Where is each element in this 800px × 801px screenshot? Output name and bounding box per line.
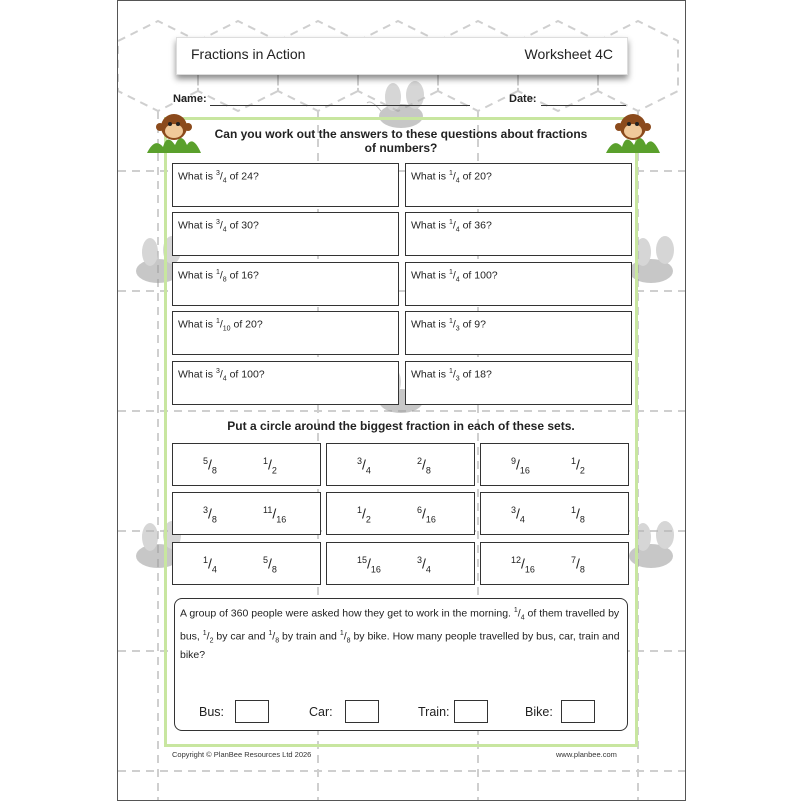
name-label: Name: — [173, 93, 207, 105]
fraction-denominator: 2 — [271, 465, 277, 476]
question-prefix: What is — [411, 318, 449, 331]
question-text: What is $^3/_4$ of 100? — [178, 368, 265, 383]
fraction-option[interactable]: $^{15}/_{16}$ — [357, 555, 381, 575]
question-suffix: of 100? — [459, 269, 498, 282]
bike-answer-box[interactable] — [561, 700, 595, 723]
fraction-denominator: 4 — [222, 177, 227, 185]
website-link[interactable]: www.planbee.com — [556, 750, 617, 759]
fraction-denominator: 8 — [346, 637, 351, 645]
fraction-option[interactable]: $^5/_8$ — [263, 555, 277, 575]
question-prefix: What is — [178, 219, 216, 232]
fraction-denominator: 2 — [209, 637, 214, 645]
question-prefix: What is — [178, 269, 216, 282]
question-prefix: What is — [178, 368, 216, 381]
fraction-numerator: 3 — [417, 555, 423, 565]
fraction-numerator: 1 — [448, 219, 453, 226]
fraction-set-box — [172, 542, 321, 585]
fraction-numerator: 1 — [448, 170, 453, 177]
fraction-numerator: 3 — [215, 368, 220, 375]
fraction-denominator: 4 — [455, 177, 460, 185]
worksheet-title: Fractions in Action — [191, 46, 306, 62]
fraction-denominator: 8 — [579, 514, 585, 525]
fraction-denominator: 8 — [425, 465, 431, 476]
fraction-denominator: 8 — [275, 637, 280, 645]
question-text: What is $^1/_4$ of 36? — [411, 219, 492, 234]
fraction-option[interactable]: $^1/_4$ — [203, 555, 217, 575]
section1-heading-line1: Can you work out the answers to these questions about fractions — [214, 127, 588, 141]
question-suffix: of 20? — [459, 170, 492, 183]
section2-heading: Put a circle around the biggest fraction in each of these sets. — [227, 419, 575, 433]
fraction-numerator: 1 — [263, 456, 269, 466]
fraction-numerator: 3 — [215, 170, 220, 177]
fraction-numerator: 1 — [571, 505, 577, 515]
fraction-numerator: 1 — [448, 269, 453, 276]
question-text: What is $^1/_{10}$ of 20? — [178, 318, 263, 333]
fraction-set-box — [480, 492, 629, 535]
worksheet-code: Worksheet 4C — [524, 46, 613, 62]
fraction-denominator: 4 — [211, 564, 217, 575]
fraction-option[interactable]: $^1/_2$ — [263, 456, 277, 476]
name-line[interactable] — [210, 105, 470, 106]
fraction-set-box — [172, 492, 321, 535]
fraction-numerator: 1 — [203, 555, 209, 565]
question-box[interactable] — [172, 212, 399, 256]
fraction-option[interactable]: $^3/_8$ — [203, 505, 217, 525]
question-suffix: of 30? — [226, 219, 259, 232]
copyright-text: Copyright © PlanBee Resources Ltd 2026 — [172, 750, 312, 759]
fraction-numerator: 12 — [511, 555, 522, 565]
fraction-denominator: 16 — [276, 514, 287, 525]
fraction-denominator: 10 — [222, 325, 231, 333]
fraction-numerator: 1 — [215, 269, 220, 276]
question-text: What is $^1/_3$ of 18? — [411, 368, 492, 383]
fraction-numerator: 1 — [339, 629, 344, 637]
question-text: What is $^1/_4$ of 20? — [411, 170, 492, 185]
question-box[interactable] — [172, 262, 399, 306]
fraction-denominator: 16 — [524, 564, 535, 575]
word-problem-part: A group of 360 people were asked how they get to work in the morning. — [180, 607, 514, 620]
fraction-numerator: 9 — [511, 456, 517, 466]
date-line[interactable] — [541, 105, 626, 106]
fraction-numerator: 1 — [513, 607, 518, 614]
question-prefix: What is — [411, 219, 449, 232]
fraction-denominator: 3 — [455, 325, 460, 333]
question-box[interactable] — [405, 361, 632, 405]
question-suffix: of 18? — [459, 368, 492, 381]
question-text: What is $^1/_8$ of 16? — [178, 269, 259, 284]
fraction-numerator: 3 — [357, 456, 363, 466]
fraction-set-box — [326, 542, 475, 585]
fraction-denominator: 16 — [370, 564, 381, 575]
fraction-numerator: 3 — [203, 505, 209, 515]
fraction-option[interactable]: $^7/_8$ — [571, 555, 585, 575]
question-prefix: What is — [178, 170, 216, 183]
bus-answer-box[interactable] — [235, 700, 269, 723]
question-box[interactable] — [405, 163, 632, 207]
fraction-denominator: 4 — [222, 226, 227, 234]
bike-label: Bike: — [525, 705, 553, 719]
fraction-denominator: 16 — [519, 465, 530, 476]
question-text: What is $^3/_4$ of 30? — [178, 219, 259, 234]
fraction-denominator: 8 — [211, 465, 217, 476]
question-box[interactable] — [405, 212, 632, 256]
question-text: What is $^1/_3$ of 9? — [411, 318, 486, 333]
question-box[interactable] — [405, 262, 632, 306]
question-suffix: of 36? — [459, 219, 492, 232]
fraction-numerator: 1 — [202, 629, 207, 637]
question-suffix: of 9? — [459, 318, 486, 331]
fraction-option[interactable]: $^1/_2$ — [571, 456, 585, 476]
question-box[interactable] — [172, 311, 399, 355]
train-label: Train: — [418, 705, 450, 719]
fraction-option[interactable]: $^3/_4$ — [511, 505, 525, 525]
fraction-numerator: 1 — [448, 318, 453, 325]
fraction-denominator: 8 — [211, 514, 217, 525]
date-label: Date: — [509, 93, 537, 105]
word-problem-part: by car and — [213, 630, 269, 643]
title-banner — [176, 37, 628, 75]
fraction-numerator: 2 — [417, 456, 423, 466]
car-answer-box[interactable] — [345, 700, 379, 723]
fraction-numerator: 11 — [263, 505, 273, 515]
word-problem-part: by train and — [279, 630, 340, 643]
fraction-option[interactable]: $^{11}/_{16}$ — [263, 505, 287, 525]
fraction-denominator: 4 — [519, 514, 525, 525]
fraction-denominator: 4 — [425, 564, 431, 575]
fraction-option[interactable]: $^1/_2$ — [357, 505, 371, 525]
question-suffix: of 24? — [226, 170, 259, 183]
fraction-denominator: 4 — [222, 375, 227, 383]
fraction-denominator: 4 — [455, 276, 460, 284]
fraction-set-box — [480, 443, 629, 486]
fraction-numerator: 3 — [215, 219, 220, 226]
fraction-denominator: 8 — [579, 564, 585, 575]
fraction-option[interactable]: $^3/_4$ — [357, 456, 371, 476]
question-suffix: of 100? — [226, 368, 265, 381]
section1-heading — [178, 127, 624, 155]
fraction-denominator: 8 — [271, 564, 277, 575]
fraction-denominator: 4 — [520, 614, 525, 622]
fraction-numerator: 1 — [448, 368, 453, 375]
fraction-numerator: 1 — [268, 629, 273, 637]
fraction-numerator: 5 — [263, 555, 269, 565]
question-text: What is $^1/_4$ of 100? — [411, 269, 498, 284]
fraction-numerator: 5 — [203, 456, 209, 466]
question-suffix: of 16? — [226, 269, 259, 282]
fraction-option[interactable]: $^3/_4$ — [417, 555, 431, 575]
question-prefix: What is — [411, 269, 449, 282]
fraction-option[interactable]: $^9/_{16}$ — [511, 456, 530, 476]
word-problem-text: A group of 360 people were asked how they get to work in the morning. $^1/_4$ of them travelled by bus, $^1/_2$ by car and $^1/_8$ by train and $^1/_8$ by bike. How many people travelled by bus, car, train and bike? — [180, 607, 620, 662]
fraction-set-box — [172, 443, 321, 486]
fraction-denominator: 4 — [365, 465, 371, 476]
fraction-option[interactable]: $^{12}/_{16}$ — [511, 555, 535, 575]
question-prefix: What is — [411, 170, 449, 183]
fraction-denominator: 2 — [579, 465, 585, 476]
question-box[interactable] — [172, 163, 399, 207]
question-prefix: What is — [178, 318, 216, 331]
fraction-numerator: 3 — [511, 505, 517, 515]
fraction-denominator: 3 — [455, 375, 460, 383]
fraction-numerator: 15 — [357, 555, 368, 565]
question-prefix: What is — [411, 368, 449, 381]
fraction-numerator: 1 — [357, 505, 363, 515]
fraction-numerator: 7 — [571, 555, 577, 565]
bus-label: Bus: — [199, 705, 225, 719]
fraction-denominator: 2 — [365, 514, 371, 525]
worksheet-page — [117, 0, 686, 801]
word-problem-box — [174, 598, 628, 731]
question-box[interactable] — [172, 361, 399, 405]
fraction-denominator: 16 — [425, 514, 436, 525]
section1-heading-line2: of numbers? — [364, 141, 438, 155]
fraction-option[interactable]: $^1/_8$ — [571, 505, 585, 525]
car-label: Car: — [309, 705, 333, 719]
fraction-option[interactable]: $^2/_8$ — [417, 456, 431, 476]
fraction-numerator: 1 — [571, 456, 577, 466]
fraction-set-box — [326, 443, 475, 486]
fraction-numerator: 1 — [215, 318, 220, 325]
question-suffix: of 20? — [230, 318, 263, 331]
word-problem-part: of them travelled by bus, — [180, 607, 620, 643]
fraction-option[interactable]: $^5/_8$ — [203, 456, 217, 476]
fraction-set-box — [480, 542, 629, 585]
fraction-option[interactable]: $^6/_{16}$ — [417, 505, 436, 525]
word-problem-part: by bike. How many people travelled by bus, car, train and bike? — [180, 630, 620, 662]
fraction-numerator: 6 — [417, 505, 423, 515]
fraction-denominator: 8 — [222, 276, 227, 284]
train-answer-box[interactable] — [454, 700, 488, 723]
question-box[interactable] — [405, 311, 632, 355]
fraction-denominator: 4 — [455, 226, 460, 234]
fraction-set-box — [326, 492, 475, 535]
question-text: What is $^3/_4$ of 24? — [178, 170, 259, 185]
